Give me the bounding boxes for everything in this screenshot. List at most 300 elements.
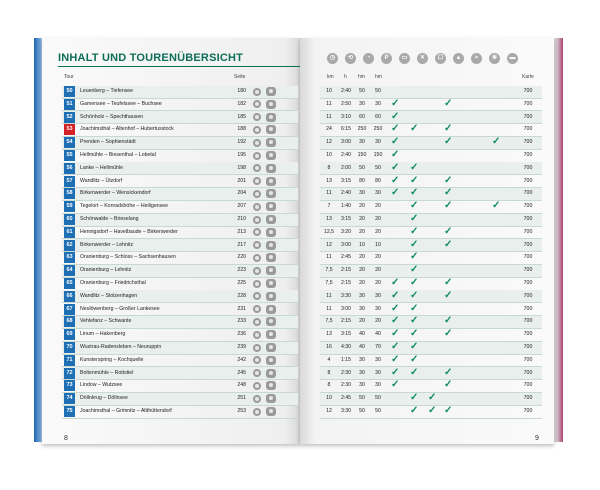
tour-name[interactable]: Kunsterspring – Kochquelle: [80, 356, 144, 363]
tour-km: 10: [326, 88, 332, 94]
bear-icon: [266, 215, 276, 224]
column-header-hm-up: hm: [358, 74, 365, 80]
tour-number-badge[interactable]: 58: [64, 188, 75, 199]
tour-page: 182: [237, 100, 246, 107]
tour-number-badge[interactable]: 68: [64, 316, 75, 327]
tour-hours: 2:40: [340, 88, 352, 94]
difficulty-icon: [253, 126, 261, 134]
checkmark-icon: ✓: [410, 174, 419, 186]
checkmark-icon: ✓: [444, 187, 453, 199]
tour-name[interactable]: Linum – Hakenberg: [80, 331, 126, 338]
tour-hm-up: 20: [359, 228, 365, 235]
page-number-right: 9: [535, 435, 539, 442]
tour-page: 198: [237, 164, 246, 171]
bus-icon: ▭: [399, 53, 410, 64]
difficulty-icon: [253, 203, 261, 211]
snowflake-icon: ✻: [489, 53, 500, 64]
tour-hours: 1:15: [340, 356, 352, 363]
tour-hours: 3:10: [340, 113, 352, 120]
column-header-km: km: [327, 74, 334, 80]
tour-karte: 700: [523, 126, 533, 133]
bear-icon: [266, 113, 276, 122]
tour-name[interactable]: Lindow – Wutzsee: [80, 382, 123, 389]
tour-hm-down: 50: [375, 395, 381, 402]
tour-karte: 700: [523, 88, 533, 94]
tour-number-badge[interactable]: 53: [64, 124, 75, 135]
tour-page: 251: [237, 395, 246, 402]
tour-name[interactable]: Schönwalde – Brieselang: [80, 216, 139, 222]
tour-karte: 700: [523, 228, 533, 235]
tour-hours: 3:15: [340, 177, 352, 184]
column-header-hm-down: hm: [375, 74, 382, 80]
tour-number-badge[interactable]: 60: [64, 214, 75, 225]
tour-hours: 2:30: [340, 382, 352, 389]
checkmark-icon: ✓: [391, 366, 400, 378]
tour-number-badge[interactable]: 70: [64, 342, 75, 353]
tour-km: 11: [326, 292, 332, 299]
tour-km: 10: [326, 152, 332, 158]
page-number-left: 8: [64, 435, 68, 442]
checkmark-icon: ✓: [444, 97, 453, 109]
gauge-icon: ◔: [363, 53, 374, 64]
difficulty-icon: [253, 190, 261, 198]
tour-km: 11: [326, 254, 332, 261]
tour-karte: 700: [523, 190, 533, 197]
tour-page: 201: [237, 177, 246, 184]
tour-km: 11: [326, 100, 332, 107]
tour-hm-down: 20: [375, 254, 381, 261]
tour-hm-up: 20: [359, 254, 365, 261]
tour-page: 231: [237, 305, 246, 312]
clock-icon: ◷: [327, 53, 338, 64]
tour-karte: 700: [523, 280, 533, 286]
tour-hours: 2:15: [340, 280, 352, 286]
toilet-icon: ☐: [435, 53, 446, 64]
tour-hm-down: 30: [375, 369, 381, 376]
tour-hours: 1:40: [340, 203, 352, 210]
tour-name[interactable]: Tegelort – Konradshöhe – Heiligensee: [80, 203, 168, 210]
bear-icon: [266, 125, 276, 134]
tour-number-badge[interactable]: 61: [64, 227, 75, 238]
checkmark-icon: ✓: [391, 328, 400, 340]
tour-karte: 700: [523, 292, 533, 299]
tour-hm-down: 50: [375, 164, 381, 171]
tour-karte: 700: [523, 369, 533, 376]
tour-number-badge[interactable]: 56: [64, 163, 75, 174]
checkmark-icon: ✓: [410, 123, 419, 135]
checkmark-icon: ✓: [444, 379, 453, 391]
tour-page: 195: [237, 152, 246, 158]
tour-karte: 700: [523, 216, 533, 222]
book-edge-right: [553, 38, 563, 442]
checkmark-icon: ✓: [410, 264, 419, 276]
tour-hours: 3:30: [340, 292, 352, 299]
tour-hm-down: 10: [375, 241, 381, 248]
checkmark-icon: ✓: [410, 277, 419, 288]
tour-hm-down: 30: [375, 292, 381, 299]
tour-hm-down: 150: [373, 152, 383, 158]
tour-hm-down: 30: [375, 382, 381, 389]
bear-icon: [266, 279, 276, 288]
tour-hm-down: 20: [375, 280, 381, 286]
tour-hours: 2:00: [340, 164, 352, 171]
checkmark-icon: ✓: [391, 149, 400, 160]
checkmark-icon: ✓: [410, 200, 419, 212]
tour-hm-down: 20: [375, 216, 381, 222]
tour-number-badge[interactable]: 50: [64, 86, 75, 97]
tour-number-badge[interactable]: 66: [64, 291, 75, 302]
tour-number-badge[interactable]: 55: [64, 150, 75, 161]
tour-hm-down: 20: [375, 318, 381, 325]
tour-hm-down: 50: [375, 88, 381, 94]
column-header-karte: Karte: [522, 74, 534, 80]
tour-name[interactable]: Leuenberg – Tiefensee: [80, 88, 134, 94]
checkmark-icon: ✓: [391, 110, 400, 122]
tour-hm-down: 20: [375, 228, 381, 235]
tour-hours: 2:15: [340, 267, 352, 274]
tour-hm-up: 80: [359, 177, 365, 184]
tour-hours: 2:15: [340, 318, 352, 325]
difficulty-icon: [253, 331, 261, 339]
bear-icon: [266, 343, 276, 352]
tour-km: 12: [326, 241, 332, 248]
tour-hm-up: 50: [359, 408, 365, 414]
checkmark-icon: ✓: [444, 277, 453, 288]
tour-hm-up: 30: [359, 190, 365, 197]
tour-hours: 2:45: [340, 395, 352, 402]
tour-name[interactable]: Hennigsdorf – Havelbaude – Birkenwerder: [80, 228, 178, 235]
tour-km: 12,5: [323, 228, 335, 235]
tour-km: 12: [326, 408, 332, 414]
checkmark-icon: ✓: [444, 315, 453, 327]
tour-name[interactable]: Lanke – Hellmühle: [80, 164, 123, 171]
checkmark-icon: ✓: [391, 353, 400, 365]
bear-icon: [266, 241, 276, 250]
tour-karte: 700: [523, 152, 533, 158]
bear-icon: [266, 317, 276, 326]
checkmark-icon: ✓: [444, 136, 453, 148]
tour-hm-up: 30: [359, 356, 365, 363]
tour-hours: 6:15: [340, 126, 352, 133]
bear-icon: [266, 381, 276, 390]
tour-page: 223: [237, 267, 246, 274]
bear-icon: [266, 228, 276, 237]
tour-page: 239: [237, 344, 246, 350]
tour-number-badge[interactable]: 65: [64, 278, 75, 289]
tour-page: 204: [237, 190, 246, 197]
checkmark-icon: ✓: [391, 341, 400, 352]
tour-name[interactable]: Wandlitz – Stolzenhagen: [80, 292, 138, 299]
tour-hm-down: 60: [375, 113, 381, 120]
tour-name[interactable]: Wandlitz – Ützdorf: [80, 177, 123, 184]
tour-hm-up: 20: [359, 280, 365, 286]
tour-hours: 3:20: [340, 228, 352, 235]
tour-hm-up: 50: [359, 395, 365, 402]
tour-hm-up: 20: [359, 267, 365, 274]
tour-name[interactable]: Vehlefanz – Schwante: [80, 318, 132, 325]
bear-icon: [266, 394, 276, 403]
checkmark-icon: ✓: [391, 136, 400, 148]
tour-karte: 700: [523, 241, 533, 248]
checkmark-icon: ✓: [444, 238, 453, 250]
difficulty-icon: [253, 344, 261, 352]
tour-number-badge[interactable]: 75: [64, 406, 75, 417]
tour-km: 11: [326, 305, 332, 312]
title-underline: [58, 66, 300, 67]
difficulty-icon: [253, 395, 261, 403]
tour-page: 210: [237, 216, 246, 222]
checkmark-icon: ✓: [391, 174, 400, 186]
tour-name[interactable]: Birkenwerder – Lehnitz: [80, 241, 134, 248]
bear-icon: [266, 164, 276, 173]
tour-page: 217: [237, 241, 246, 248]
tour-karte: 700: [523, 305, 533, 312]
checkmark-icon: ✓: [391, 97, 400, 109]
bear-icon: [266, 356, 276, 365]
bear-icon: [266, 407, 276, 416]
checkmark-icon: ✓: [391, 302, 400, 314]
checkmark-icon: ✓: [444, 123, 453, 135]
row-divider: [320, 418, 542, 419]
tour-hm-up: 40: [359, 331, 365, 338]
tour-hm-up: 30: [359, 369, 365, 376]
bear-icon: [266, 330, 276, 339]
tour-karte: 700: [523, 408, 533, 414]
tour-number-badge[interactable]: 51: [64, 99, 75, 110]
tour-km: 12: [326, 139, 332, 146]
tour-karte: 700: [523, 100, 533, 107]
tour-hours: 3:15: [340, 216, 352, 222]
tour-page: 185: [237, 113, 246, 120]
checkmark-icon: ✓: [444, 366, 453, 378]
checkmark-icon: ✓: [410, 392, 419, 404]
tour-number-badge[interactable]: 67: [64, 304, 75, 315]
checkmark-icon: ✓: [444, 328, 453, 340]
tour-name[interactable]: Birkenwerder – Wensickendorf: [80, 190, 151, 197]
checkmark-icon: ✓: [428, 392, 437, 404]
checkmark-icon: ✓: [391, 277, 400, 288]
tour-km: 4: [327, 356, 331, 363]
tour-hm-down: 80: [375, 177, 381, 184]
tour-hours: 3:00: [340, 305, 352, 312]
tour-hm-down: 250: [373, 126, 383, 133]
tour-page: 220: [237, 254, 246, 261]
checkmark-icon: ✓: [391, 123, 400, 135]
tour-hm-down: 20: [375, 203, 381, 210]
page-title: INHALT UND TOURENÜBERSICHT: [58, 52, 244, 64]
tour-name[interactable]: Prenden – Sophienstädt: [80, 139, 136, 146]
tour-km: 7,5: [325, 318, 333, 325]
tour-km: 7,5: [325, 280, 333, 286]
checkmark-icon: ✓: [410, 341, 419, 352]
tour-hm-up: 30: [359, 305, 365, 312]
tour-name[interactable]: Joachimsthal – Altenhof – Hubertusstock: [80, 126, 174, 133]
bear-icon: [266, 305, 276, 314]
tour-karte: 700: [523, 254, 533, 261]
tour-page: 245: [237, 369, 246, 376]
checkmark-icon: ✓: [391, 161, 400, 173]
tour-km: 11: [326, 190, 332, 197]
tour-hm-up: 250: [357, 126, 367, 133]
checkmark-icon: ✓: [410, 353, 419, 365]
tour-km: 7: [327, 203, 331, 210]
checkmark-icon: ✓: [410, 289, 419, 301]
tour-name[interactable]: Neulöwenberg – Großer Lankesee: [80, 305, 160, 312]
checkmark-icon: ✓: [410, 225, 419, 237]
tour-km: 8: [327, 164, 331, 171]
tour-name[interactable]: Wustrau-Radensleben – Neuruppin: [80, 344, 162, 350]
tour-hm-up: 20: [359, 203, 365, 210]
difficulty-icon: [253, 408, 261, 416]
tour-number-badge[interactable]: 59: [64, 201, 75, 212]
tour-hours: 2:30: [340, 369, 352, 376]
bear-icon: [266, 138, 276, 147]
checkmark-icon: ✓: [410, 238, 419, 250]
tour-name[interactable]: Oranienburg – Friedrichsthal: [80, 280, 146, 286]
tour-page: 213: [237, 228, 246, 235]
column-header-tour: Tour: [64, 74, 74, 80]
tour-karte: 700: [523, 331, 533, 338]
checkmark-icon: ✓: [410, 302, 419, 314]
tour-karte: 700: [523, 395, 533, 402]
tour-hours: 2:40: [340, 152, 352, 158]
checkmark-icon: ✓: [391, 187, 400, 199]
tour-km: 7,5: [325, 267, 333, 274]
tour-hm-up: 40: [359, 344, 365, 350]
checkmark-icon: ✓: [410, 315, 419, 327]
difficulty-icon: [253, 216, 261, 224]
tour-hm-up: 150: [357, 152, 367, 158]
tour-hm-down: 30: [375, 305, 381, 312]
checkmark-icon: ✓: [391, 289, 400, 301]
checkmark-icon: ✓: [410, 366, 419, 378]
tour-karte: 700: [523, 318, 533, 325]
tour-page: 180: [237, 88, 246, 94]
tour-karte: 700: [523, 164, 533, 171]
trail-icon: ⟲: [345, 53, 356, 64]
difficulty-icon: [253, 318, 261, 326]
tour-name[interactable]: Oranienburg – Lehnitz: [80, 267, 132, 274]
tour-hours: 2:45: [340, 254, 352, 261]
tour-number-badge[interactable]: 54: [64, 137, 75, 148]
bear-icon: [266, 253, 276, 262]
tour-page: 207: [237, 203, 246, 210]
bear-icon: [266, 87, 276, 96]
checkmark-icon: ✓: [428, 405, 437, 416]
checkmark-icon: ✓: [492, 200, 501, 212]
tour-name[interactable]: Schönholz – Spechthausen: [80, 113, 144, 120]
tour-name[interactable]: Oranienburg – Schloss – Sachsenhausen: [80, 254, 176, 261]
tour-km: 13: [326, 216, 332, 222]
difficulty-icon: [253, 254, 261, 262]
tour-hours: 3:30: [340, 408, 352, 414]
checkmark-icon: ✓: [410, 213, 419, 224]
tour-number-badge[interactable]: 74: [64, 393, 75, 404]
bear-icon: [266, 100, 276, 109]
tour-km: 11: [326, 113, 332, 120]
tour-hm-up: 30: [359, 382, 365, 389]
tour-hm-down: 30: [375, 190, 381, 197]
tour-hm-up: 20: [359, 318, 365, 325]
bear-icon: [266, 202, 276, 211]
checkmark-icon: ✓: [410, 187, 419, 199]
checkmark-icon: ✓: [391, 379, 400, 391]
tour-hours: 3:15: [340, 331, 352, 338]
tour-number-badge[interactable]: 57: [64, 176, 75, 187]
tour-name[interactable]: Hellmühle – Biesenthal – Lobetal: [80, 152, 156, 158]
checkmark-icon: ✓: [410, 161, 419, 173]
tour-hm-up: 50: [359, 164, 365, 171]
difficulty-icon: [253, 88, 261, 96]
tour-hours: 2:40: [340, 190, 352, 197]
tour-km: 8: [327, 369, 331, 376]
tour-karte: 700: [523, 267, 533, 274]
tour-name[interactable]: Joachimsthal – Grimnitz – Altthüttendorf: [80, 408, 172, 414]
difficulty-icon: [253, 382, 261, 390]
tour-hm-down: 50: [375, 408, 381, 414]
tour-hm-up: 60: [359, 113, 365, 120]
tour-hm-up: 10: [359, 241, 365, 248]
tour-number-badge[interactable]: 63: [64, 252, 75, 263]
tour-page: 225: [237, 280, 246, 286]
tour-hours: 3:00: [340, 139, 352, 146]
tour-hm-down: 30: [375, 139, 381, 146]
tour-page: 253: [237, 408, 246, 414]
tour-km: 13: [326, 177, 332, 184]
column-header-h: h: [344, 74, 347, 80]
column-header-seite: Seite: [234, 74, 246, 80]
tour-km: 13: [326, 331, 332, 338]
tour-km: 24: [326, 126, 332, 133]
tour-page: 248: [237, 382, 246, 389]
tour-hm-up: 50: [359, 88, 365, 94]
tour-name[interactable]: Döllnkrug – Döllnsee: [80, 395, 128, 402]
tour-karte: 700: [523, 203, 533, 210]
checkmark-icon: ✓: [492, 136, 501, 148]
tour-hm-up: 30: [359, 292, 365, 299]
tour-hours: 3:00: [340, 241, 352, 248]
tour-hm-down: 20: [375, 267, 381, 274]
difficulty-icon: [253, 152, 261, 160]
tour-name[interactable]: Boltenmühle – Rottstiel: [80, 369, 134, 376]
tour-hm-up: 20: [359, 216, 365, 222]
difficulty-icon: [253, 267, 261, 275]
car-icon: ▬: [507, 53, 518, 64]
bear-icon: [266, 292, 276, 301]
tour-number-badge[interactable]: 69: [64, 329, 75, 340]
tour-name[interactable]: Gamensee – Teufelssee – Buchsee: [80, 100, 162, 107]
checkmark-icon: ✓: [410, 251, 419, 263]
tour-number-badge[interactable]: 73: [64, 380, 75, 391]
tour-hours: 2:50: [340, 100, 352, 107]
tour-number-badge[interactable]: 64: [64, 265, 75, 276]
difficulty-icon: [253, 139, 261, 147]
tour-page: 192: [237, 139, 246, 146]
bear-icon: [266, 151, 276, 160]
tour-number-badge[interactable]: 72: [64, 368, 75, 379]
checkmark-icon: ✓: [444, 289, 453, 301]
tour-number-badge[interactable]: 52: [64, 112, 75, 123]
tour-number-badge[interactable]: 71: [64, 355, 75, 366]
checkmark-icon: ✓: [444, 174, 453, 186]
tour-hm-up: 30: [359, 139, 365, 146]
checkmark-icon: ✓: [410, 328, 419, 340]
checkmark-icon: ✓: [444, 225, 453, 237]
tour-km: 16: [326, 344, 332, 350]
tour-number-badge[interactable]: 62: [64, 240, 75, 251]
tour-page: 188: [237, 126, 246, 133]
bear-icon: [266, 177, 276, 186]
